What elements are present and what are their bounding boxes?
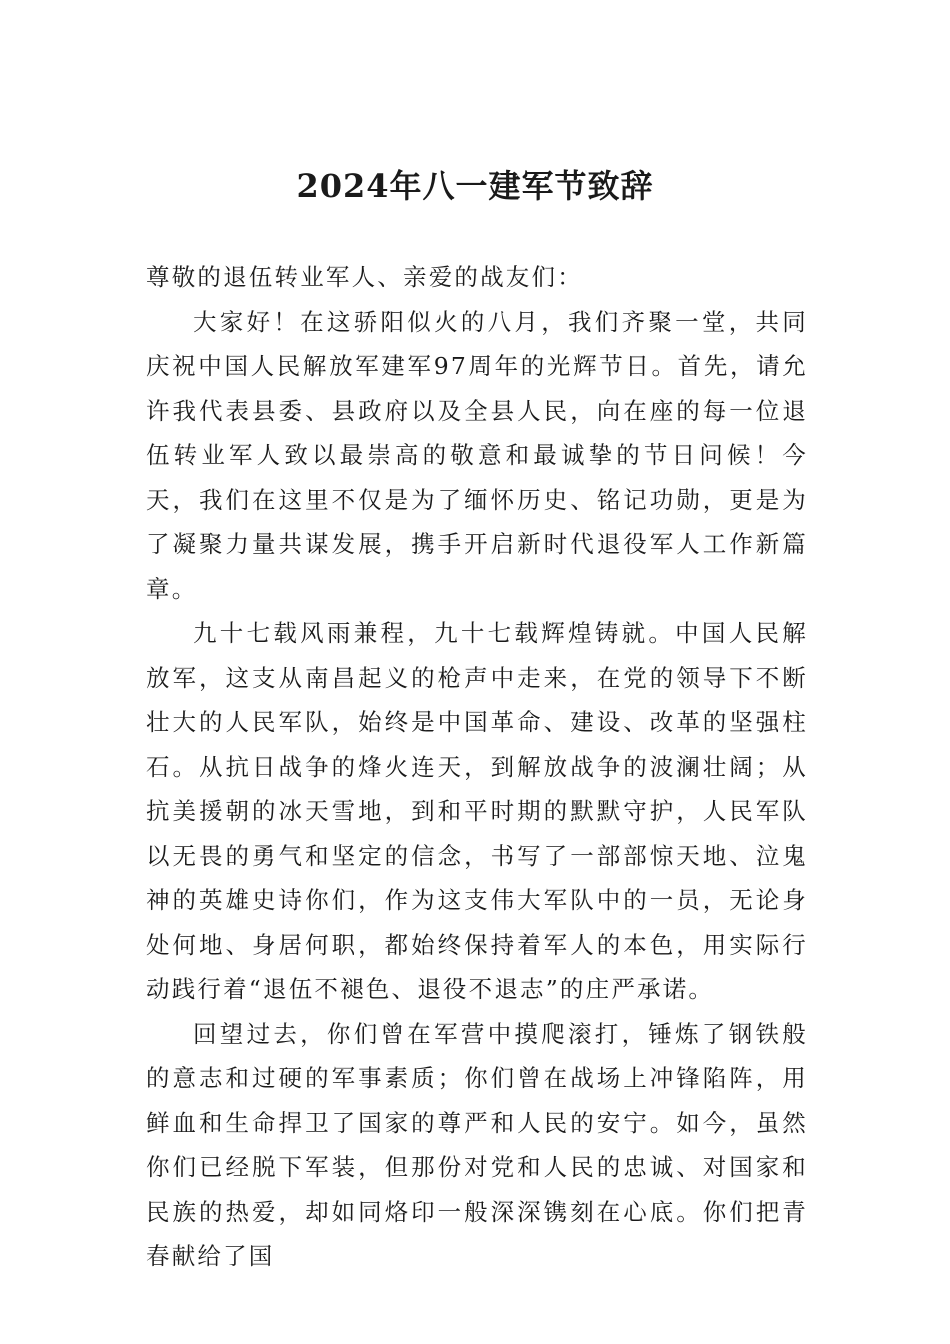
salutation: 尊敬的退伍转业军人、亲爱的战友们： — [146, 263, 583, 291]
paragraph-2: 九十七载风雨兼程，九十七载辉煌铸就。中国人民解放军，这支从南昌起义的枪声中走来，在党的领导下不断壮大的人民军队，始终是中国革命、建设、改革的坚强柱石。从抗日战争的烽火连天，到解放战争的波澜壮阔；从抗美援朝的冰天雪地，到和平时期的默默守护，人民军队以无畏的勇气和坚定的信念，书写了一部部惊天地、泣鬼神的英雄史诗你们，作为这支伟大军队中的一员，无论身处何地、身居何职，都始终保持着军人的本色，用实际行动践行着“退伍不褪色、退役不退志”的庄严承诺。 — [146, 619, 808, 1003]
paragraph-1: 大家好！在这骄阳似火的八月，我们齐聚一堂，共同庆祝中国人民解放军建军97周年的光辉节日。首先，请允许我代表县委、县政府以及全县人民，向在座的每一位退伍转业军人致以最崇高的敬意和最诚挚的节日问候！今天，我们在这里不仅是为了缅怀历史、铭记功勋，更是为了凝聚力量共谋发展，携手开启新时代退役军人工作新篇章。 — [146, 307, 808, 603]
document-title: 2024年八一建军节致辞 — [296, 167, 654, 205]
paragraph-3: 回望过去，你们曾在军营中摸爬滚打，锤炼了钢铁般的意志和过硬的军事素质；你们曾在战场上冲锋陷阵，用鲜血和生命捍卫了国家的尊严和人民的安宁。如今，虽然你们已经脱下军装，但那份对党和人民的忠诚、对国家和民族的热爱，却如同烙印一般深深镌刻在心底。你们把青春献给了国 — [146, 1019, 808, 1270]
document-body — [146, 255, 808, 1279]
